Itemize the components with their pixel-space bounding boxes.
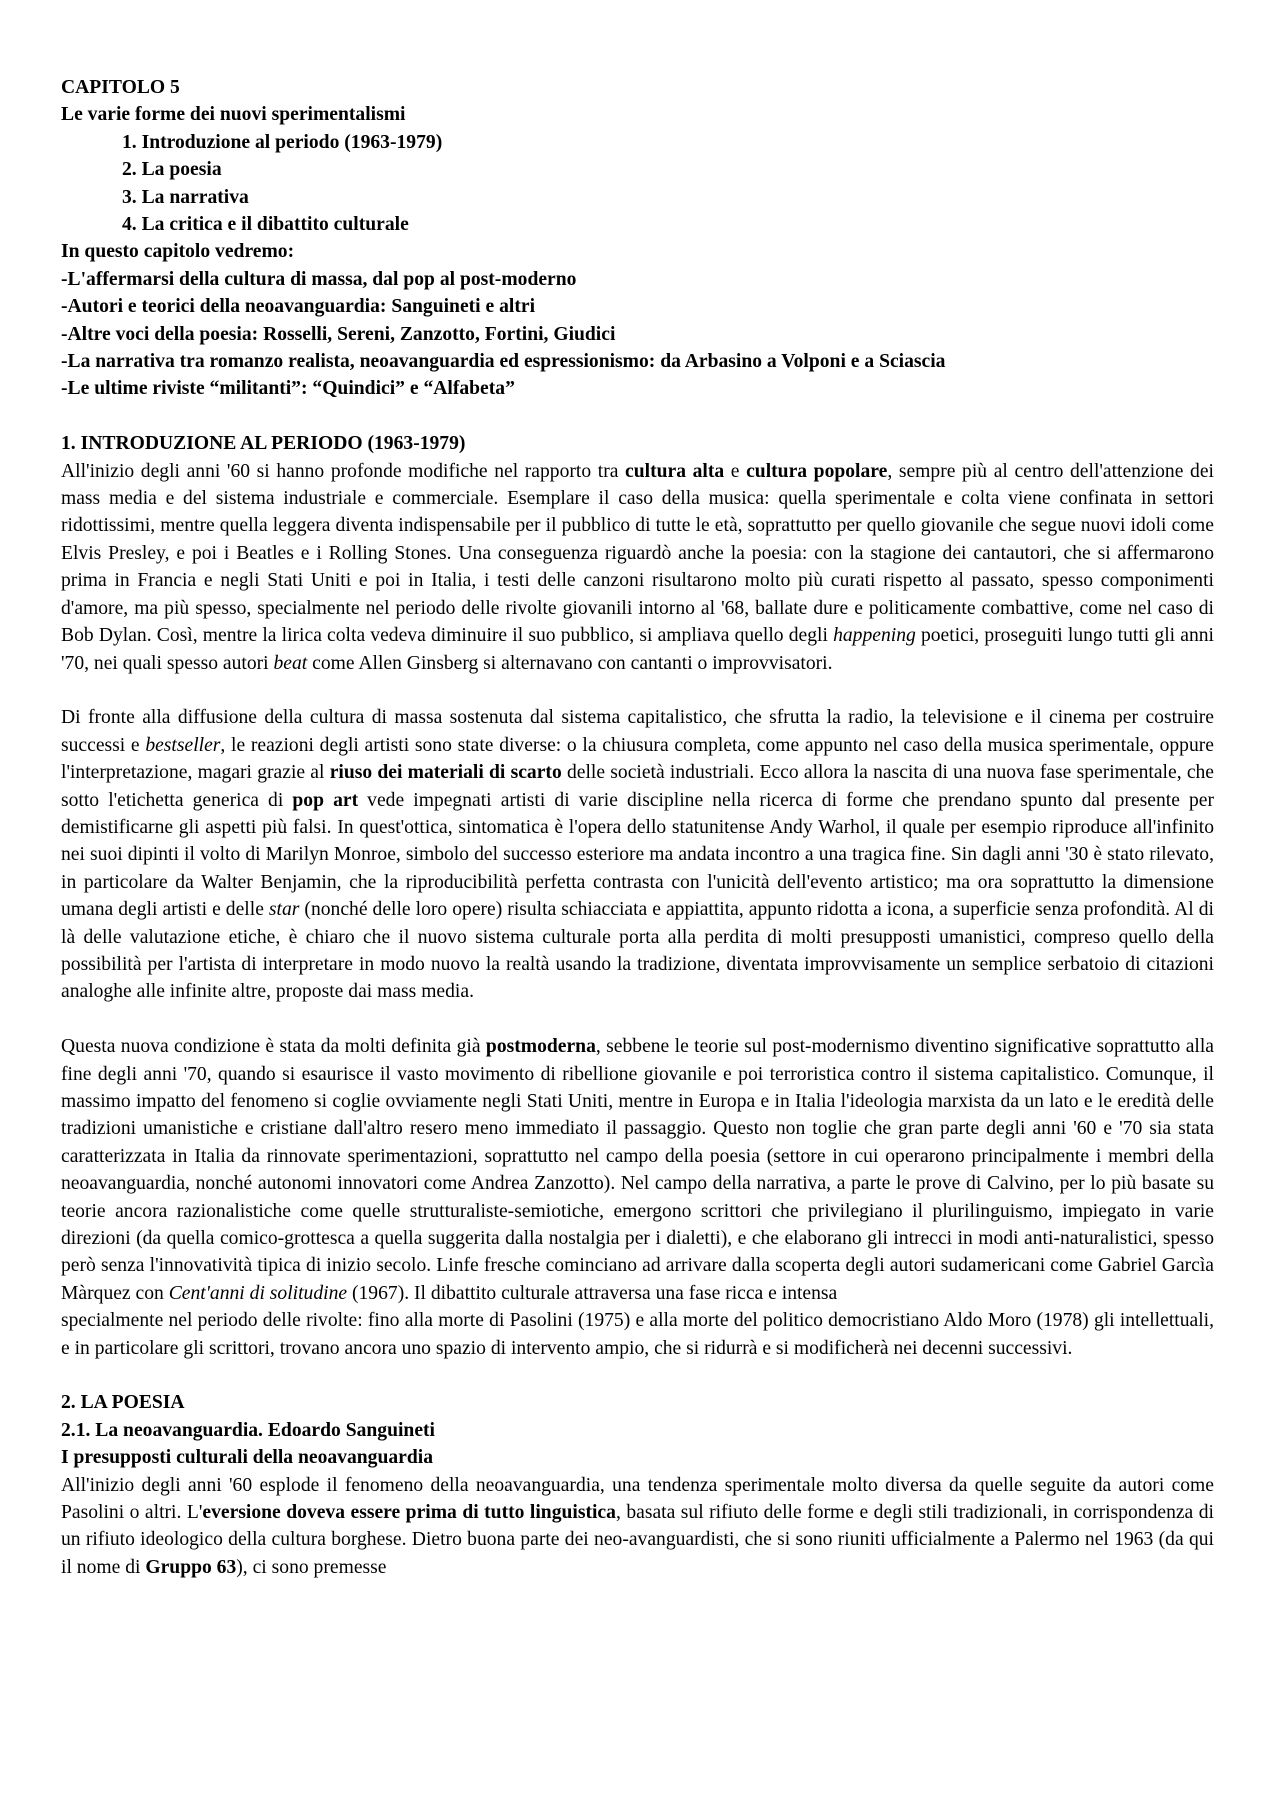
overview-point: -La narrativa tra romanzo realista, neoavanguardia ed espressionismo: da Arbasino a Volponi e a Sciascia xyxy=(61,351,946,373)
spacer xyxy=(61,1362,1214,1389)
chapter-label: CAPITOLO 5 xyxy=(61,77,180,98)
paragraph: specialmente nel periodo delle rivolte: fino alla morte di Pasolini (1975) e alla morte del politico democristiano Aldo Moro (1978) gli intellettuali, e in particolare gli scrittori, trovano ancora uno spazio di intervento ampio, che si ridurrà e si modificherà nei decenni successivi. xyxy=(61,1310,1214,1359)
section-heading: 2. LA POESIA xyxy=(61,1392,185,1414)
paragraph: All'inizio degli anni '60 si hanno profonde modifiche nel rapporto tra cultura alta e cultura popolare, sempre più al centro dell'attenzione dei mass media e del sistema industriale e commerciale. Esemplare il caso della musica: quella sperimentale e colta viene confinata in settori ridottissimi, mentre quella leggera diventa indispensabile per il pubblico di tutte le età, soprattutto per quello giovanile che segue nuovi idoli come Elvis Presley, e poi i Beatles e i Rolling Stones. Una conseguenza riguardò anche la poesia: con la stagione dei cantautori, che si affermarono prima in Francia e negli Stati Uniti e poi in Italia, i testi delle canzoni risultarono molto più curati rispetto al passato, spesso componimenti d'amore, ma più spesso, specialmente nel periodo delle rivolte giovanili intorno al '68, ballate dure e politicamente combattive, come nel caso di Bob Dylan. Così, mentre la lirica colta vedeva diminuire il suo pubblico, si ampliava quello degli happening poetici, proseguiti lungo tutti gli anni '70, nei quali spesso autori beat come Allen Ginsberg si alternavano con cantanti o improvvisatori. xyxy=(61,460,1214,674)
intro-label: In questo capitolo vedremo: xyxy=(61,241,295,263)
spacer xyxy=(61,403,1214,430)
overview-point: -Le ultime riviste “militanti”: “Quindici” e “Alfabeta” xyxy=(61,378,515,400)
toc-item: 2. La poesia xyxy=(122,159,222,181)
subsubsection-heading: I presupposti culturali della neoavanguardia xyxy=(61,1447,433,1469)
overview-point: -Autori e teorici della neoavanguardia: Sanguineti e altri xyxy=(61,296,536,318)
chapter-title: Le varie forme dei nuovi sperimentalismi xyxy=(61,104,406,126)
paragraph: Di fronte alla diffusione della cultura di massa sostenuta dal sistema capitalistico, che sfrutta la radio, la televisione e il cinema per costruire successi e bestseller, le reazioni degli artisti sono state diverse: o la chiusura completa, come appunto nel caso della musica sperimentale, oppure l'interpretazione, magari grazie al riuso dei materiali di scarto delle società industriali. Ecco allora la nascita di una nuova fase sperimentale, che sotto l'etichetta generica di pop art vede impegnati artisti di varie discipline nella ricerca di forme che prendano spunto dal presente per demistificarne gli aspetti più falsi. In quest'ottica, sintomatica è l'opera dello statunitense Andy Warhol, il quale per esempio riproduce all'infinito nei suoi dipinti il volto di Marilyn Monroe, simbolo del successo esteriore ma andata incontro a una tragica fine. Sin dagli anni '30 è stato rilevato, in particolare da Walter Benjamin, che la riproducibilità perfetta contrasta con l'unicità dell'evento artistico; ma ora soprattutto la dimensione umana degli artisti e delle star (nonché delle loro opere) risulta schiacciata e appiattita, appunto ridotta a icona, a superficie senza profondità. Al di là delle valutazione etiche, è chiaro che il nuovo sistema culturale porta alla perdita di molti presupposti umanistici, compreso quello della possibilità per l'artista di interpretare in modo nuovo la realtà usando la tradizione, diventata improvvisamente un semplice serbatoio di citazioni analoghe alle infinite altre, proposte dai mass media. xyxy=(61,707,1215,1003)
overview-point: -Altre voci della poesia: Rosselli, Sereni, Zanzotto, Fortini, Giudici xyxy=(61,323,616,345)
spacer xyxy=(61,1006,1214,1033)
toc-item: 3. La narrativa xyxy=(122,186,249,208)
toc-item: 1. Introduzione al periodo (1963-1979) xyxy=(122,131,443,153)
subsection-heading: 2.1. La neoavanguardia. Edoardo Sanguineti xyxy=(61,1419,435,1441)
paragraph: Questa nuova condizione è stata da molti definita già postmoderna, sebbene le teorie sul post-modernismo diventino significative soprattutto alla fine degli anni '70, quando si esaurisce il vasto movimento di ribellione giovanile e poi terroristica contro il sistema capitalistico. Comunque, il massimo impatto del fenomeno si coglie ovviamente negli Stati Uniti, mentre in Europa e in Italia l'ideologia marxista da un lato e le eredità delle tradizioni umanistiche e cristiane dall'altro resero meno immediato il passaggio. Questo non toglie che gran parte degli anni '60 e '70 sia stata caratterizzata in Italia da rinnovate sperimentazioni, soprattutto nel campo della poesia (settore in cui operarono principalmente i membri della neoavanguardia, nonché autonomi innovatori come Andrea Zanzotto). Nel campo della narrativa, a parte le prove di Calvino, per lo più basate su teorie ancora razionalistiche come quelle strutturaliste-semiotiche, emergono scrittori che privilegiano il plurilinguismo, impiegato in varie direzioni (da quella comico-grottesca a quella suggerita dalla nostalgia per i dialetti), e che elaborano gli intrecci in modi anti-naturalistici, spesso però senza l'innovatività tipica di inizio secolo. Linfe fresche cominciano ad arrivare dalla scoperta degli autori sudamericani come Gabriel Garcìa Màrquez con Cent'anni di solitudine (1967). Il dibattito culturale attraversa una fase ricca e intensa xyxy=(61,1036,1214,1304)
spacer xyxy=(61,677,1214,704)
toc-item: 4. La critica e il dibattito culturale xyxy=(122,214,409,236)
overview-point: -L'affermarsi della cultura di massa, dal pop al post-moderno xyxy=(61,268,577,290)
section-heading: 1. INTRODUZIONE AL PERIODO (1963-1979) xyxy=(61,433,466,455)
paragraph: All'inizio degli anni '60 esplode il fenomeno della neoavanguardia, una tendenza sperimentale molto diversa da quelle seguite da autori come Pasolini o altri. L'eversione doveva essere prima di tutto linguistica, basata sul rifiuto delle forme e degli stili tradizionali, in corrispondenza di un rifiuto ideologico della cultura borghese. Dietro buona parte dei neo-avanguardisti, che si sono riuniti ufficialmente a Palermo nel 1963 (da qui il nome di Gruppo 63), ci sono premesse xyxy=(61,1474,1214,1578)
